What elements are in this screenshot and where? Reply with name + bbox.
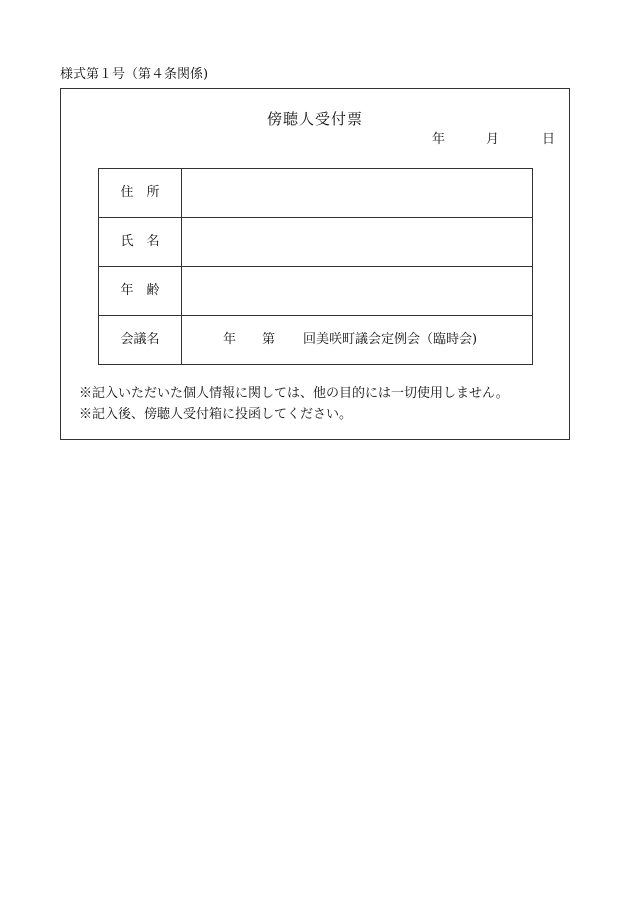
submission-note: ※記入後、傍聴人受付箱に投函してください。 bbox=[79, 407, 353, 422]
date-month-label: 月 bbox=[486, 132, 500, 147]
meeting-field[interactable] bbox=[182, 316, 533, 365]
name-label: 氏 名 bbox=[99, 218, 182, 267]
reception-form bbox=[60, 88, 570, 440]
date-day-label: 日 bbox=[542, 132, 556, 147]
form-title: 傍聴人受付票 bbox=[266, 110, 363, 128]
name-field[interactable] bbox=[182, 218, 533, 267]
meeting-ordinal-text: 第 bbox=[262, 332, 276, 347]
date-year-label: 年 bbox=[432, 132, 446, 147]
meeting-session-text: 回美咲町議会定例会（臨時会) bbox=[303, 332, 478, 347]
name-row bbox=[99, 218, 533, 267]
meeting-label: 会議名 bbox=[99, 316, 182, 365]
age-field[interactable] bbox=[182, 267, 533, 316]
address-row bbox=[99, 169, 533, 218]
meeting-year-text: 年 bbox=[223, 332, 237, 347]
form-number-label: 様式第１号（第４条関係) bbox=[60, 67, 209, 82]
age-label: 年 齢 bbox=[99, 267, 182, 316]
privacy-note: ※記入いただいた個人情報に関しては、他の目的には一切使用しません。 bbox=[79, 386, 509, 401]
age-row bbox=[99, 267, 533, 316]
entry-table bbox=[98, 168, 533, 365]
address-label: 住 所 bbox=[99, 169, 182, 218]
meeting-row bbox=[99, 316, 533, 365]
address-field[interactable] bbox=[182, 169, 533, 218]
notes bbox=[79, 383, 509, 425]
